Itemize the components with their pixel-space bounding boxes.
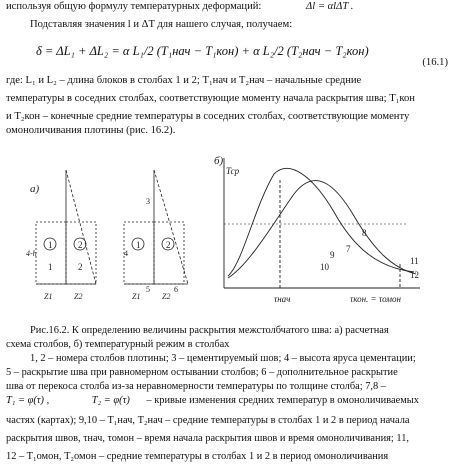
caption-line-8: раскрытия швов, τнач, τомон – время начала раскрытия швов и время омоноличивания; 11, [6, 433, 410, 444]
schematic-a [26, 170, 96, 301]
num-3: 3 [146, 197, 150, 206]
temperature-plot [214, 155, 420, 304]
where-line-1: где: L₁ и L₂ – длина блоков в столбах 1 и 2; T₁нач и T₂нач – начальные средние [6, 75, 362, 86]
text-line-2: Подставляя значения l и ΔT для нашего случая, получаем: [30, 19, 293, 30]
num-b1: 1 [136, 240, 141, 250]
dim-z2: Z2 [74, 292, 83, 301]
caption-line-1: Рис.16.2. К определению величины раскрытия межстолбчатого шва: а) расчетная [30, 325, 389, 336]
curve-label-10: 10 [320, 262, 329, 272]
curve-label-9: 9 [330, 250, 335, 260]
column-block-3 [124, 222, 154, 284]
text-line-1 [6, 0, 452, 13]
main-formula-text: δ = ΔL₁ + ΔL₂ = α L₁/2 (T₁нач − T₁кон) + α L₂/2 (T₂нач − T₂кон) [36, 44, 369, 58]
caption-line-2: схема столбов, б) температурный режим в столбах [6, 339, 230, 350]
figure-16-2 [28, 152, 428, 320]
caption-line-7: частях (картах); 9,10 – T₁нач, T₂нач – средние температуры в столбах 1 и 2 в период начала [6, 415, 410, 426]
num-b2: 2 [166, 240, 171, 250]
axis-t-kon: τкон. = τомон [350, 294, 401, 304]
axis-t-nach: τнач [274, 294, 291, 304]
dim-z2-b: Z2 [162, 292, 171, 301]
column-block-1 [36, 222, 66, 284]
general-formula: Δl = αlΔT . [306, 1, 354, 12]
caption-line-3: 1, 2 – номера столбов плотины; 3 – цементируемый шов; 4 – высота яруса цементации; [30, 353, 416, 364]
num-2b: 2 [78, 262, 83, 272]
caption-line-6 [6, 394, 452, 408]
text-run: используя общую формулу температурных деформаций: [6, 1, 262, 12]
num-1b: 1 [48, 262, 53, 272]
num-4: 4 [124, 249, 128, 258]
curve-7 [228, 168, 414, 276]
where-line-2: температуры в соседних столбах, соответствующие моменту начала раскрытия шва; T₁кон [6, 93, 415, 104]
column-block-4 [154, 222, 184, 284]
curve-label-8: 8 [362, 228, 367, 238]
main-formula [36, 36, 396, 66]
curve-label-11: 11 [410, 256, 419, 266]
num-5: 5 [146, 285, 150, 294]
label-a: а) [30, 183, 40, 195]
curve-label-12: 12 [410, 270, 419, 280]
axis-t-sr: Тср [226, 166, 240, 176]
caption-line-4: 5 – раскрытие шва при равномерном остывании столбов; 6 – дополнительное раскрытие [6, 367, 398, 378]
dim-z1-b: Z1 [132, 292, 141, 301]
caption-line-9: 12 – T₁омон, T₂омон – средние температуры в столбах 1 и 2 в период омоноличивания [6, 451, 389, 462]
where-line-3: и T₂кон – конечные средние температуры в соседних столбах, соответствующие моменту [6, 111, 410, 122]
num-1: 1 [48, 240, 53, 250]
dim-z1: Z1 [44, 292, 53, 301]
column-block-2 [66, 222, 96, 284]
curve-label-7: 7 [346, 244, 351, 254]
where-line-4: омоноличивания плотины (рис. 16.2). [6, 125, 176, 136]
schematic-b [124, 170, 188, 301]
label-b: б) [214, 155, 224, 167]
caption-formula-1: T₁ = φ(τ) , [6, 395, 50, 406]
caption-formula-2: T₂ = φ(τ) [91, 395, 130, 406]
equation-number: (16.1) [422, 57, 448, 68]
slope-line-b [154, 170, 188, 284]
caption-text-6: – кривые изменения средних температур в омоноличиваемых [146, 395, 419, 406]
dim-4h: 4-h [26, 249, 37, 258]
caption-line-5: шва от перекоса столба из-за неравномерности температуры по толщине столба; 7,8 – [6, 381, 386, 392]
num-2: 2 [78, 240, 83, 250]
num-6: 6 [174, 285, 178, 294]
